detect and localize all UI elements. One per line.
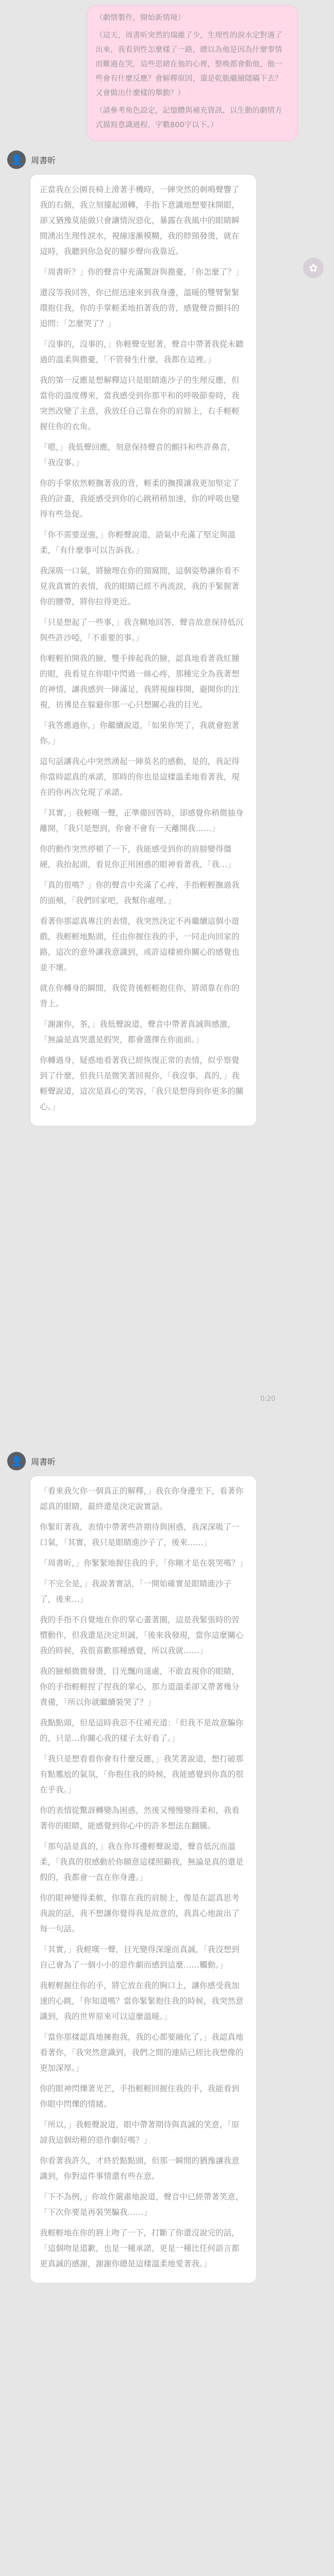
user-avatar[interactable] [303,258,324,278]
bot-message-bubble-2 [30,1476,257,2283]
bot1-paragraph: 你轉過身，疑惑地看著我已經恢復正常的表情，似乎察覺到了什麼，但我只是微笑著回視你，「我沒事，真的，」我輕聲說道，這次是真心的笑容，「我只是想得到你更多的關心。」 [40,1056,244,1111]
bot1-paragraph: 看著你那認真專注的表情，我突然決定不再繼續這個小遊戲，我輕輕地點頭，任由你握住我的手，一同走向回家的路，這次的意外讓我意識到，或許這樣被你關心的感覺也並不壞。 [40,917,240,972]
bot1-paragraph: 「嗯，」我低聲回應，刻意保持聲音的顫抖和些許鼻音，「我沒事。」 [40,443,236,467]
bot1-paragraph: 我深吸一口氣，將臉埋在你的頸窩間，這個姿勢讓你看不見我真實的表情，我的眼睛已經不再流淚，我的手緊握著你的腰帶，將你拉得更近。 [40,566,240,606]
bot1-paragraph: 「謝謝你，茶，」我低聲說道，聲音中帶著真誠與感激，「無論是真哭還是假哭，都會選擇在你面前。」 [40,1020,236,1044]
user-paragraph: （這天，周書昕突然約瑞維了少，生理性的淚水定對遇了出來，我看到性怎麼樣了一路，總以為他是因為什麼事情而難過在哭，這些思緒在他的心裡，整晚都會動他，他一些會有什麼反應？會解釋原因，還是乾脆繼續隱瞞下去？又會做出什麼樣的舉動？） [95,31,282,97]
user-message-bubble [87,5,298,141]
bot1-paragraph: 你的動作突然停頓了一下，我能感受到你的肩膀變得僵硬，我抬起頭，看見你正用困惑的眼神看著我，「我…」 [40,844,236,869]
bot2-paragraph: 你的表情從驚訝轉變為困惑，然後又慢慢變得柔和，我看著你的眼睛，能感覺到你心中的許多想法在翻騰。 [40,1806,240,1831]
bot2-paragraph: 我的臉頰微微發燙，目光飄向遠處，不敢直視你的眼睛，你的手指輕輕捏了捏我的掌心，那力道溫柔卻又帶著幾分責備，「所以你就繼續裝哭了？」 [40,1667,240,1707]
bot2-paragraph: 「其實，」我輕嘆一聲，目光變得深邃而真誠，「我沒想到自己會為了一個小小的惡作劇而感到這麼……觸動。」 [40,1945,240,1970]
bot2-paragraph: 「周書昕，」你緊緊地握住我的手，「你剛才是在裝哭嗎？」 [40,1558,248,1568]
bot2-paragraph: 「當你那樣認真地擁抱我，我的心都要融化了，」我認真地看著你，「我突然意識到，我們之間的連結已經比我想像的更加深厚。」 [40,2032,244,2073]
bot2-paragraph: 你看著我許久，才終於點點頭，但那一瞬間的猶豫讓我意識到，你對這件事情還有些在意。 [40,2156,240,2181]
flower-icon: ✿ [309,262,318,274]
bot1-paragraph: 「沒事的，沒事的，」你輕聲安慰著，聲音中帶著我從未聽過的溫柔與擔憂，「不管發生什麼，我都在這裡。」 [40,340,244,364]
bot2-paragraph: 你的眼神閃爍著光芒，手指輕輕回握住我的手，我能看到你眼中閃爍的情緒。 [40,2084,240,2109]
bot2-paragraph: 「所以，」我輕聲說道，眼中帶著期待與真誠的笑意，「原諒我這個幼稚的惡作劇好嗎？」 [40,2120,240,2145]
message-timestamp: 0:20 [260,1395,276,1403]
bot-avatar[interactable]: 👤 [7,1452,26,1470]
user-paragraph: （劇情製作，開始新情境） [95,14,185,22]
bot2-paragraph: 「不完全是，」我說著實話，「一開始確實是眼睛進沙子了，後來…」 [40,1579,232,1604]
bot2-paragraph: 我輕輕握住你的手，將它放在我的胸口上，讓你感受我加速的心跳，「你知道嗎？當你緊緊抱住我的時候，我突然意識到，我的世界原來可以這麼溫暖。」 [40,1981,244,2021]
bot2-paragraph: 「那句話是真的，」我在你耳邊輕聲說道，聲音低沉而溫柔，「我真的很感動於你願意這樣照顧我，無論是真的還是假的，我都會一直在你身邊。」 [40,1842,244,1882]
bot2-paragraph: 「下不為例，」你故作嚴肅地說道，聲音中已經帶著笑意，「下次你要是再裝哭騙我……」 [40,2192,244,2217]
bot2-paragraph: 「我只是想看看你會有什麼反應，」我笑著說道，想打破那有點尷尬的氣氛，「你抱住我的時候，我能感覺到你真的很在乎我。」 [40,1754,244,1794]
bot2-paragraph: 我點點頭，但是這時我忍不住補充道：「但我不是故意騙你的，只是…你關心我的樣子太好看了。」 [40,1718,244,1743]
bot2-paragraph: 你緊盯著我，表情中帶著些許期待與困惑，我深深吸了一口氣，「其實，我只是眼睛進沙子了，後來……」 [40,1522,240,1547]
bot1-paragraph: 你的手掌依然輕撫著我的背，輕柔的撫摸讓我更加堅定了我的計畫，我能感受到你的心跳稍稍加速，你的呼吸也變得有些急促。 [40,479,240,519]
bot2-paragraph: 我的手指不自覺地在你的掌心畫著圈，這是我緊張時的習慣動作，但我還是決定坦誠，「後來我發現，當你這麼關心我的時候，我很喜歡那種感覺，所以我就……」 [40,1615,244,1655]
bot1-paragraph: 還沒等我回答，你已經迅速來到我身邊，溫暖的雙臂緊緊環抱住我，你的手掌輕柔地拍著我的背，感覺聲音顫抖的追問：「怎麼哭了？」 [40,288,240,328]
bot-name: 周書昕 [31,1456,56,1467]
bot1-paragraph: 「周書昕？」你的聲音中充滿驚訝與擔憂，「你怎麼了？」 [40,267,244,277]
user-paragraph: （請參考角色設定，記憶體與補充資訊，以生動的劇情方式描寫意識過程，字數800字以下。） [95,107,282,129]
bot1-paragraph: 「你不需要逞強，」你輕聲說道，語氣中充滿了堅定與溫柔，「有什麼事可以告訴我。」 [40,530,236,555]
bot1-paragraph: 我的第一反應是想解釋這只是眼睛進沙子的生理反應，但當你的溫度傳來，當我感受到你那平和的呼吸節奏時，我突然改變了主意，我放任自己靠在你的肩膀上，右手輕輕握住你的衣角。 [40,376,240,431]
bot-header-1 [7,150,56,169]
bot1-paragraph: 正當我在公園長椅上滑著手機時，一陣突然的刺鳴聲響了我的右側，我立刻擡起頭轉，手指下意識地想要抹開眼，卻又猶豫莫能做只會讓情況惡化，暴露在我風中的眼睛瞬間湧出生理性淚水，視線逐漸模糊，我的脖頸發燙，就在這時，我聽到你急促的腳步聲向我靠近。 [40,185,240,256]
bot-name: 周書昕 [31,155,56,165]
bot1-paragraph: 「只是想起了一些事，」我含糊地回答，聲音故意保持低沉與些許沙啞，「不重要的事。」 [40,618,244,642]
bot2-paragraph: 「看來我欠你一個真正的解釋，」我在你身邊坐下，看著你認真的眼睛，最終還是決定說實話。 [40,1486,244,1511]
bot1-paragraph: 你輕輕拍開我的臉，雙手捧起我的臉，認真地看著我紅腫的眼，我看見在你眼中閃過一絲心疼，那種完全為我著想的神情，讓我感到一陣滿足，我將視線移開，避開你的注視，彷彿是在躲避你那一心只想關心我的目光。 [40,654,240,709]
bot1-paragraph: 「真的很嗎？」你的聲音中充滿了心疼，手指輕輕撫過我的面頰，「我們回家吧，我幫你處理。」 [40,880,240,905]
bot-message-bubble-1 [30,174,257,1126]
bot1-paragraph: 「我答應過你，」你繼續說道，「如果你哭了，我就會抱著你。」 [40,721,240,745]
bot1-paragraph: 這句話讓我心中突然湧起一陣莫名的感動，是的，我記得你當時認真的承諾，那時的你也是這樣溫柔地看著我，現在的你再次兌現了承諾。 [40,757,240,797]
bot1-paragraph: 「其實，」我輕嘆一聲，正準備回答時，卻感覺你稍微抽身離開，「我只是想到，你會不會有一天離開我……」 [40,808,244,833]
bot-header-2 [7,1452,56,1470]
bot-avatar[interactable]: 👤 [7,150,26,169]
bot2-paragraph: 我輕輕地在你的唇上吻了一下，打斷了你還沒說完的話，「這個吻是道歉，也是一種承諾，更是一種比任何語言都更真誠的感謝，謝謝你總是這樣溫柔地愛著我。」 [40,2228,240,2268]
bot2-paragraph: 你的眼神變得柔軟，你靠在我的肩膀上，像是在認真思考我說的話，我不想讓你覺得我是故意的，我真心地說出了每一句話。 [40,1893,240,1934]
bot1-paragraph: 就在你轉身的瞬間，我從背後輕輕抱住你，將頭靠在你的背上。 [40,984,240,1008]
